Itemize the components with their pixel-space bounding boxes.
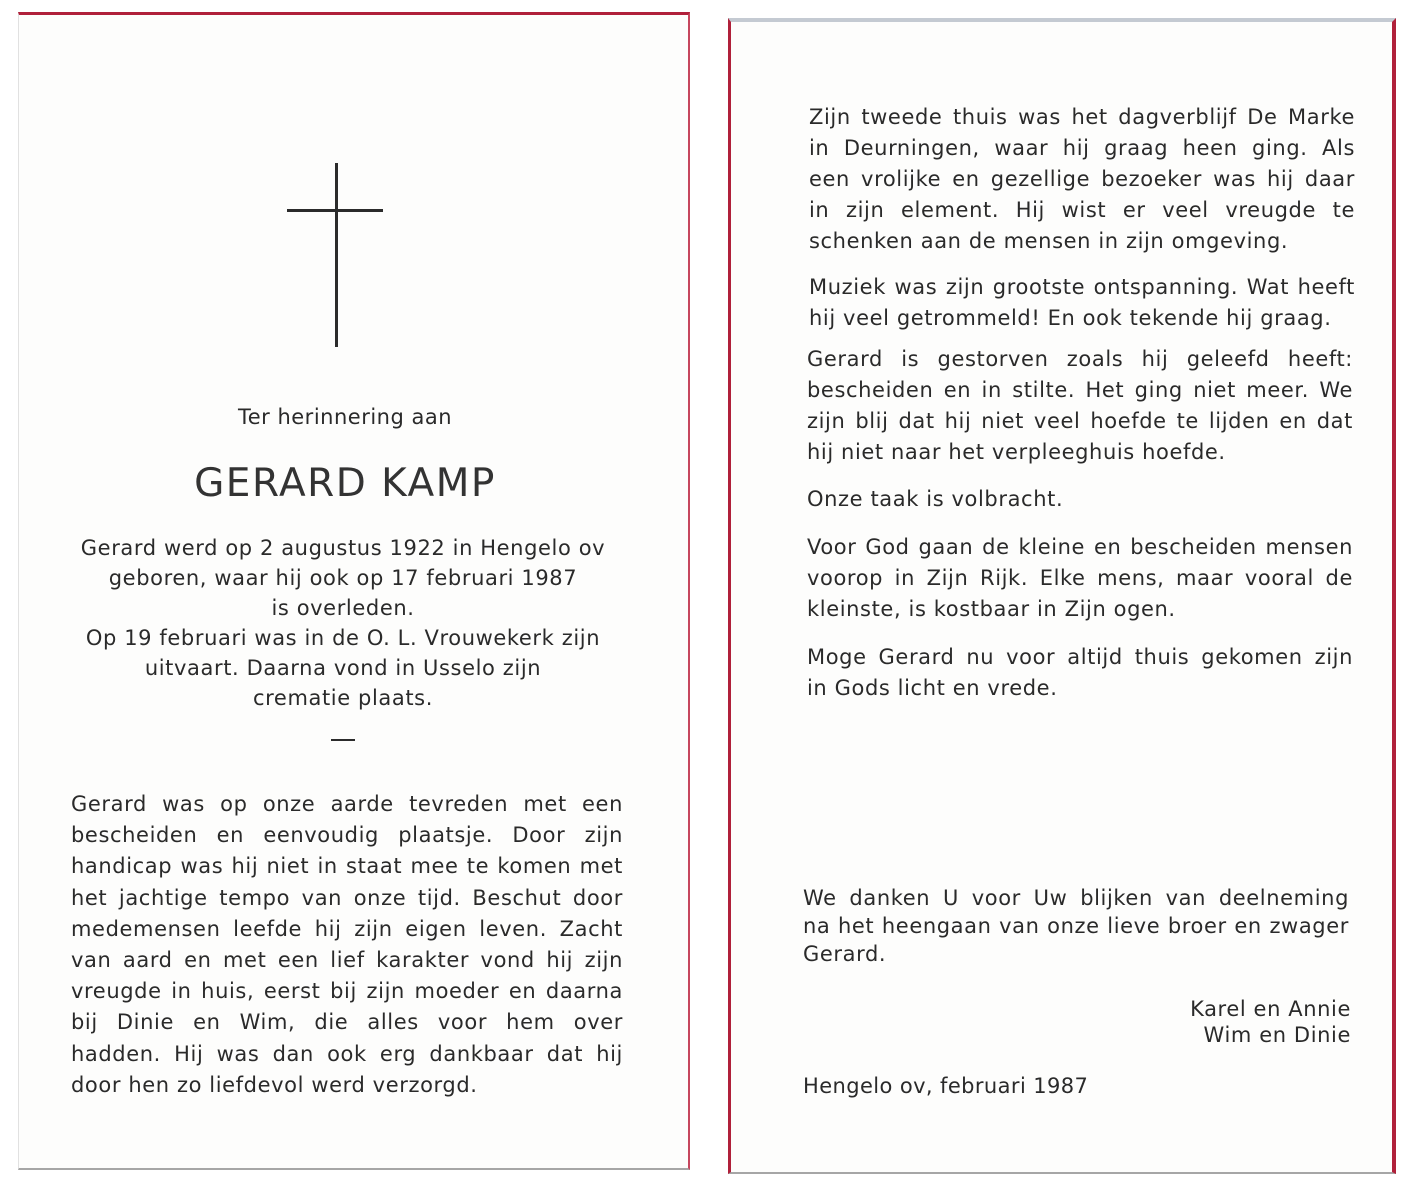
text-line: crematie plaats.: [253, 686, 433, 710]
text-line: medemensen leefde hij zijn eigen leven. Zacht: [71, 916, 623, 941]
text-line: schenken aan de mensen in zijn omgeving.: [809, 229, 1289, 253]
text-line: voorop in Zijn Rijk. Elke mens, maar vooral de: [807, 566, 1353, 590]
text-line: Moge Gerard nu voor altijd thuis gekomen zijn: [807, 645, 1353, 669]
text-line: in Gods licht en vrede.: [807, 676, 1058, 700]
text-line: het jachtige tempo van onze tijd. Beschut door: [71, 885, 623, 910]
text-line: Muziek was zijn grootste ontspanning. Wat heeft: [809, 275, 1355, 299]
thanks-paragraph: [803, 884, 1349, 968]
family-signature: [1131, 996, 1351, 1048]
text-line: Gerard was op onze aarde tevreden met een: [71, 792, 623, 816]
deceased-name: GERARD KAMP: [194, 461, 496, 506]
divider: [331, 739, 355, 741]
text-line: Zijn tweede thuis was het dagverblijf De Marke: [809, 105, 1355, 129]
text-line: bescheiden en eenvoudig plaatsje. Door zijn: [71, 823, 623, 848]
memorial-card-right: [728, 18, 1396, 1174]
memory-heading: Ter herinnering aan: [237, 405, 453, 429]
birth-death-text: [63, 533, 623, 713]
text-line: Gerard is gestorven zoals hij geleefd heeft:: [807, 347, 1353, 371]
text-line: Gerard werd op 2 augustus 1922 in Hengelo ov: [80, 536, 606, 560]
text-line: door hen zo liefdevol werd verzorgd.: [71, 1072, 478, 1097]
text-line: is overleden.: [271, 596, 415, 620]
text-line: hadden. Hij was dan ook erg dankbaar dat hij: [71, 1041, 623, 1066]
paragraph-blessing: [807, 642, 1353, 704]
text-line: We danken U voor Uw blijken van deelneming: [803, 886, 1349, 910]
text-line: zijn blij dat hij niet veel hoefde te lijden en dat: [807, 409, 1353, 433]
text-line: Gerard.: [803, 942, 887, 966]
text-line: Onze taak is volbracht.: [807, 487, 1064, 511]
text-line: handicap was hij niet in staat mee te komen met: [71, 854, 623, 879]
biography-paragraph: [71, 789, 623, 1101]
text-line: kleinste, is kostbaar in Zijn ogen.: [807, 597, 1176, 621]
text-line: hij niet naar het verpleeghuis hoefde.: [807, 440, 1226, 464]
family-line: Wim en Dinie: [1203, 1023, 1351, 1047]
text-line: bij Dinie en Wim, die alles voor hem over: [71, 1010, 623, 1035]
text-line: bescheiden en in stilte. Het ging niet meer. We: [807, 378, 1353, 402]
text-line: van aard en met een lief karakter vond hij zijn: [71, 948, 623, 973]
text-line: in zijn element. Hij wist er veel vreugde te: [809, 198, 1355, 222]
text-line: geboren, waar hij ook op 17 februari 1987: [108, 566, 578, 590]
memorial-card-left: [18, 12, 690, 1170]
paragraph-god: [807, 532, 1353, 625]
text-line: Op 19 februari was in de O. L. Vrouwekerk zijn: [85, 626, 601, 650]
text-line: Voor God gaan de kleine en bescheiden mensen: [807, 535, 1353, 559]
paragraph-day-care: [809, 102, 1355, 257]
family-line: Karel en Annie: [1190, 997, 1351, 1021]
text-line: uitvaart. Daarna vond in Usselo zijn: [144, 656, 542, 680]
text-line: een vrolijke en gezellige bezoeker was hij daar: [809, 167, 1355, 191]
paragraph-music: [809, 272, 1355, 334]
text-line: na het heengaan van onze lieve broer en zwager: [803, 914, 1349, 938]
text-line: hij veel getrommeld! En ook tekende hij graag.: [809, 306, 1332, 330]
place-date: Hengelo ov, februari 1987: [803, 1074, 1089, 1098]
paragraph-death: [807, 344, 1353, 468]
text-line: in Deurningen, waar hij graag heen ging. Als: [809, 136, 1355, 160]
paragraph-task: [807, 484, 1353, 515]
text-line: vreugde in huis, eerst bij zijn moeder en daarna: [71, 979, 623, 1004]
